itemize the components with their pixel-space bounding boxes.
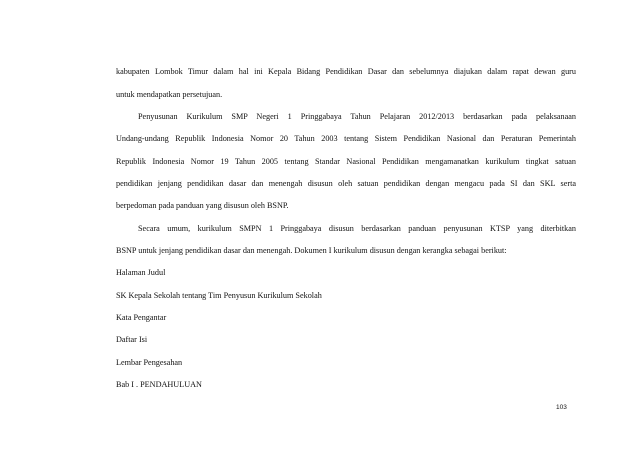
- paragraph-line: BSNP untuk jenjang pendidikan dasar dan menengah. Dokumen I kurikulum disusun dengan kerangka sebagai berikut:: [116, 246, 507, 255]
- list-item: Halaman Judul: [116, 268, 166, 277]
- paragraph-line: Undang-undang Republik Indonesia Nomor 20 Tahun 2003 tentang Sistem Pendidikan Nasional dan Peraturan Pemerintah: [116, 134, 576, 143]
- paragraph-line: untuk mendapatkan persetujuan.: [116, 90, 223, 99]
- list-item: SK Kepala Sekolah tentang Tim Penyusun Kurikulum Sekolah: [116, 291, 322, 300]
- paragraph-line: berpedoman pada panduan yang disusun oleh BSNP.: [116, 201, 289, 210]
- list-item: Bab I . PENDAHULUAN: [116, 380, 202, 389]
- list-item: Daftar Isi: [116, 335, 148, 344]
- paragraph-line: kabupaten Lombok Timur dalam hal ini Kepala Bidang Pendidikan Dasar dan sebelumnya diajukan dalam rapat dewan guru: [116, 67, 576, 76]
- paragraph-line: Secara umum, kurikulum SMPN 1 Pringgabaya disusun berdasarkan panduan penyusunan KTSP yang diterbitkan: [138, 224, 576, 233]
- paragraph-line: Penyusunan Kurikulum SMP Negeri 1 Pringgabaya Tahun Pelajaran 2012/2013 berdasarkan pada pelaksanaan: [138, 112, 576, 121]
- page-number: 103: [556, 404, 567, 411]
- paragraph-line: pendidikan jenjang pendidikan dasar dan menengah disusun oleh satuan pendidikan dengan mengacu pada SI dan SKL serta: [116, 179, 576, 188]
- list-item: Lembar Pengesahan: [116, 358, 183, 367]
- paragraph-line: Republik Indonesia Nomor 19 Tahun 2005 tentang Standar Nasional Pendidikan mengamanatkan kurikulum tingkat satuan: [116, 157, 576, 166]
- list-item: Kata Pengantar: [116, 313, 167, 322]
